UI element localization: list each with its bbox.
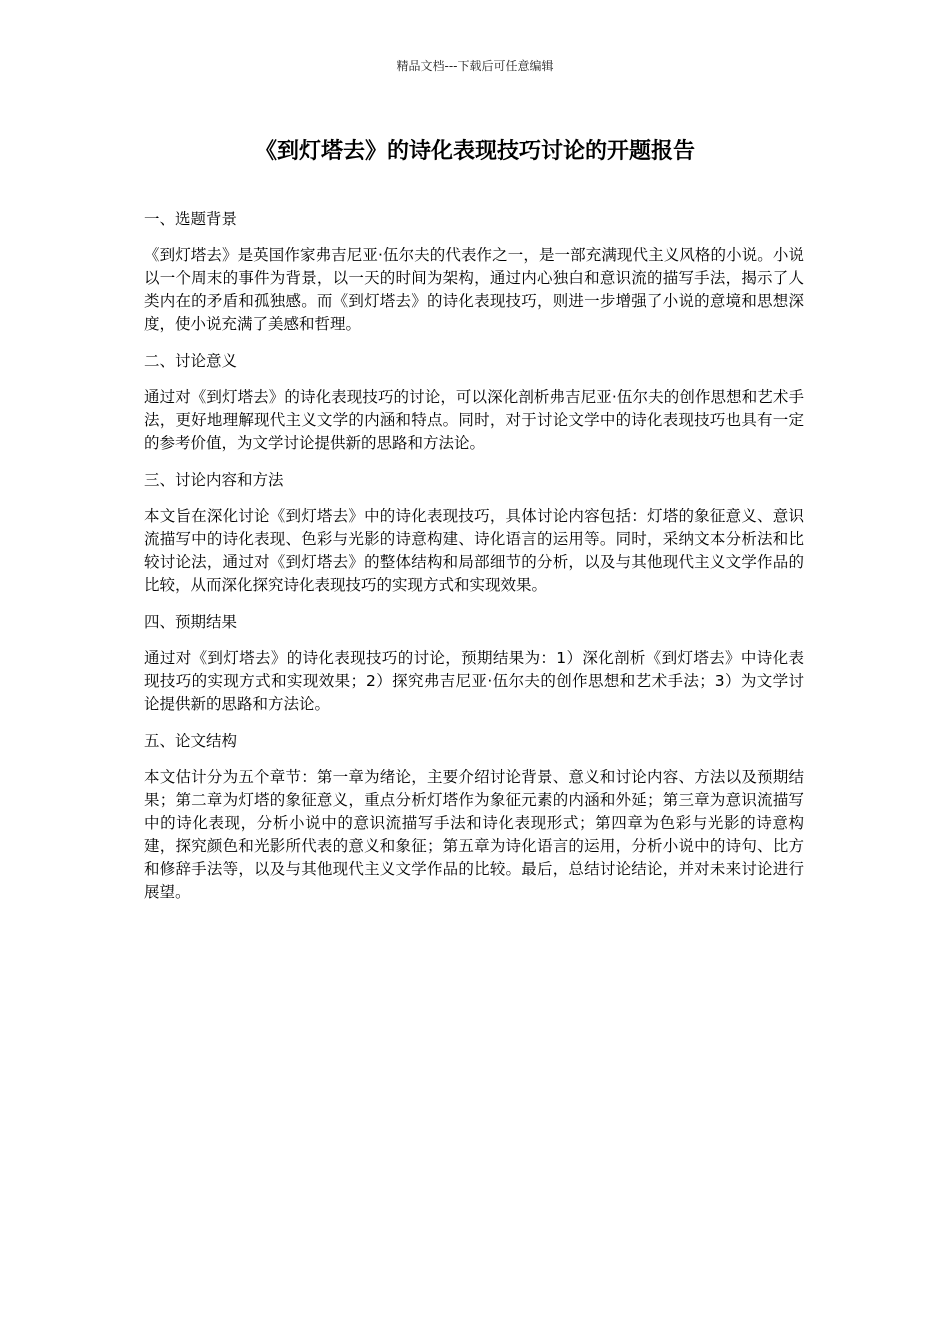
section-paragraph: 本文估计分为五个章节：第一章为绪论，主要介绍讨论背景、意义和讨论内容、方法以及预期结果；第二章为灯塔的象征意义，重点分析灯塔作为象征元素的内涵和外延；第三章为意识流描写中的诗化表现，分析小说中的意识流描写手法和诗化表现形式；第四章为色彩与光影的诗意构建，探究颜色和光影所代表的意义和象征；第五章为诗化语言的运用，分析小说中的诗句、比方和修辞手法等，以及与其他现代主义文学作品的比较。最后，总结讨论结论，并对未来讨论进行展望。 [144,768,804,901]
section-background [144,207,804,336]
document-title: 《到灯塔去》的诗化表现技巧讨论的开题报告 [254,139,695,164]
section-significance [144,349,804,455]
page-header: 精品文档---下载后可任意编辑 [396,59,554,73]
section-expected-results [144,610,804,716]
section-paragraph: 通过对《到灯塔去》的诗化表现技巧的讨论，可以深化剖析弗吉尼亚·伍尔夫的创作思想和艺术手法，更好地理解现代主义文学的内涵和特点。同时，对于讨论文学中的诗化表现技巧也具有一定的参考价值，为文学讨论提供新的思路和方法论。 [144,388,804,452]
section-paragraph: 《到灯塔去》是英国作家弗吉尼亚·伍尔夫的代表作之一，是一部充满现代主义风格的小说。小说以一个周末的事件为背景，以一天的时间为架构，通过内心独白和意识流的描写手法，揭示了人类内在的矛盾和孤独感。而《到灯塔去》的诗化表现技巧，则进一步增强了小说的意境和思想深度，使小说充满了美感和哲理。 [144,246,804,333]
section-thesis-structure [144,729,804,904]
section-paragraph: 通过对《到灯塔去》的诗化表现技巧的讨论，预期结果为：1）深化剖析《到灯塔去》中诗化表现技巧的实现方式和实现效果；2）探究弗吉尼亚·伍尔夫的创作思想和艺术手法；3）为文学讨论提供新的思路和方法论。 [144,649,804,713]
section-heading: 三、讨论内容和方法 [144,471,284,489]
document-body [144,207,804,917]
section-heading: 五、论文结构 [144,732,238,750]
section-heading: 一、选题背景 [144,210,238,228]
section-paragraph: 本文旨在深化讨论《到灯塔去》中的诗化表现技巧，具体讨论内容包括：灯塔的象征意义、意识流描写中的诗化表现、色彩与光影的诗意构建、诗化语言的运用等。同时，采纳文本分析法和比较讨论法，通过对《到灯塔去》的整体结构和局部细节的分析，以及与其他现代主义文学作品的比较，从而深化探究诗化表现技巧的实现方式和实现效果。 [144,507,804,594]
section-content-methods [144,468,804,597]
section-heading: 二、讨论意义 [144,352,238,370]
section-heading: 四、预期结果 [144,613,238,631]
